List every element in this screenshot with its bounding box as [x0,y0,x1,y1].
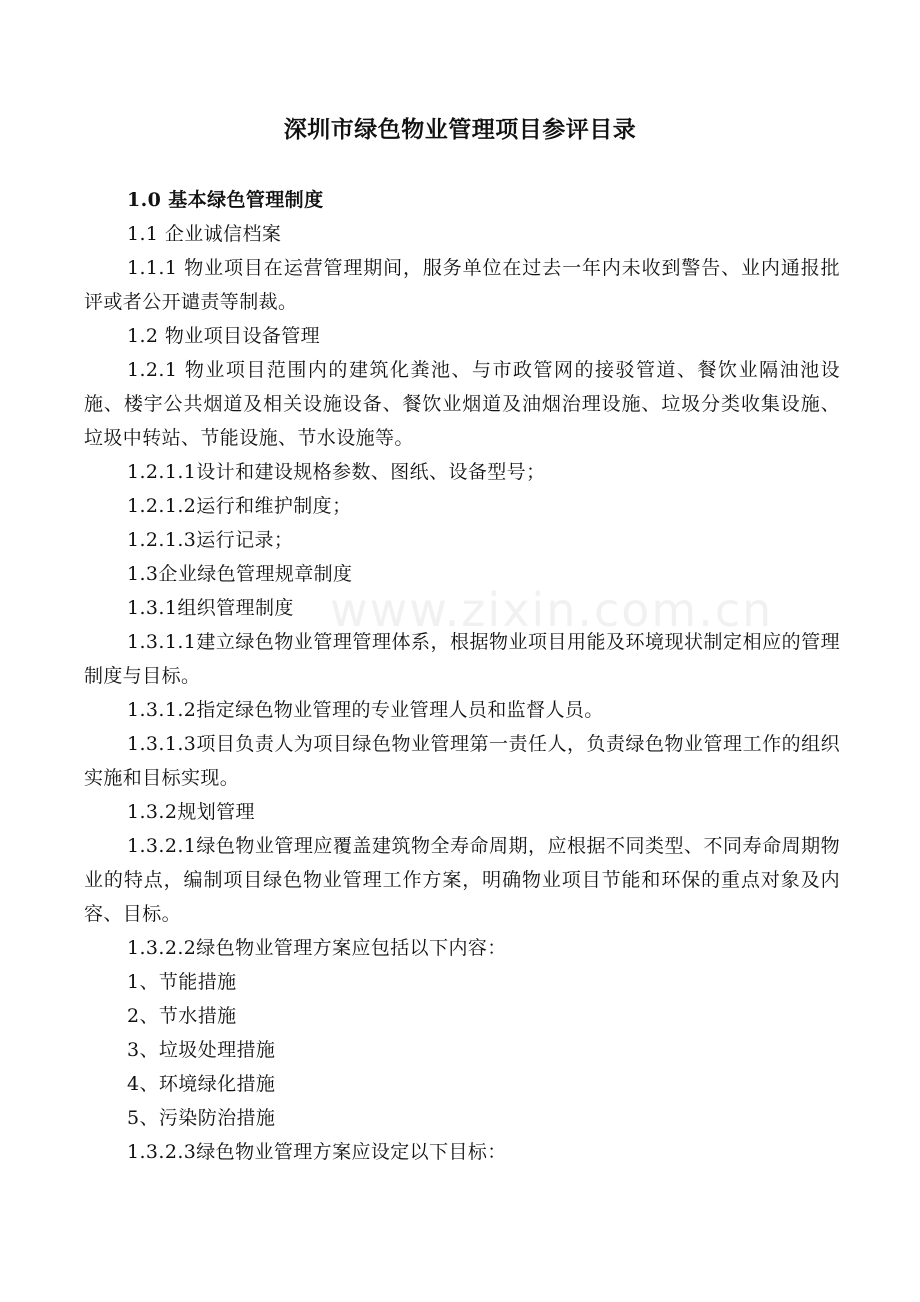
body-paragraph: 1.2.1.1设计和建设规格参数、图纸、设备型号； [127,461,546,483]
document-title: 深圳市绿色物业管理项目参评目录 [283,116,637,143]
watermark-text: www.zixin.com.cn [330,583,774,637]
body-paragraph: 1.2.1.3运行记录； [127,529,294,551]
body-paragraph: 1.3.1.1建立绿色物业管理管理体系，根据物业项目用能及环境现状制定相应的管理制度与目标。 [84,631,840,687]
body-paragraph: 1.3.1.2指定绿色物业管理的专业管理人员和监督人员。 [127,699,604,721]
body-paragraph: 1.1 企业诚信档案 [127,223,282,245]
body-paragraph: 5、污染防治措施 [127,1107,276,1129]
body-paragraph: 1.3.1组织管理制度 [127,597,294,619]
body-paragraph: 1.3.1.3项目负责人为项目绿色物业管理第一责任人，负责绿色物业管理工作的组织实施和目标实现。 [84,733,840,789]
body-paragraph: 1.3.2.2绿色物业管理方案应包括以下内容： [127,937,507,959]
body-paragraph: 1.3.2.1绿色物业管理应覆盖建筑物全寿命周期，应根据不同类型、不同寿命周期物业的特点，编制项目绿色物业管理工作方案，明确物业项目节能和环保的重点对象及内容、目标。 [84,835,840,925]
body-paragraph: 1.3.2规划管理 [127,801,255,823]
body-paragraph: 1.3企业绿色管理规章制度 [127,563,353,585]
body-paragraph: 1.2 物业项目设备管理 [127,325,321,347]
body-paragraph: 1.2.1.2运行和维护制度； [127,495,352,517]
body-paragraph: 1、节能措施 [127,971,237,993]
section-heading: 1.0 基本绿色管理制度 [127,189,324,211]
body-paragraph: 1.2.1 物业项目范围内的建筑化粪池、与市政管网的接驳管道、餐饮业隔油池设施、楼宇公共烟道及相关设施设备、餐饮业烟道及油烟治理设施、垃圾分类收集设施、垃圾中转站、节能设施、节水设施等。 [84,359,840,449]
document-body [84,183,840,1169]
body-paragraph: 4、环境绿化措施 [127,1073,276,1095]
body-paragraph: 1.3.2.3绿色物业管理方案应设定以下目标： [127,1141,507,1163]
body-paragraph: 3、垃圾处理措施 [127,1039,276,1061]
body-paragraph: 2、节水措施 [127,1005,237,1027]
body-paragraph: 1.1.1 物业项目在运营管理期间，服务单位在过去一年内未收到警告、业内通报批评或者公开谴责等制裁。 [84,257,840,313]
